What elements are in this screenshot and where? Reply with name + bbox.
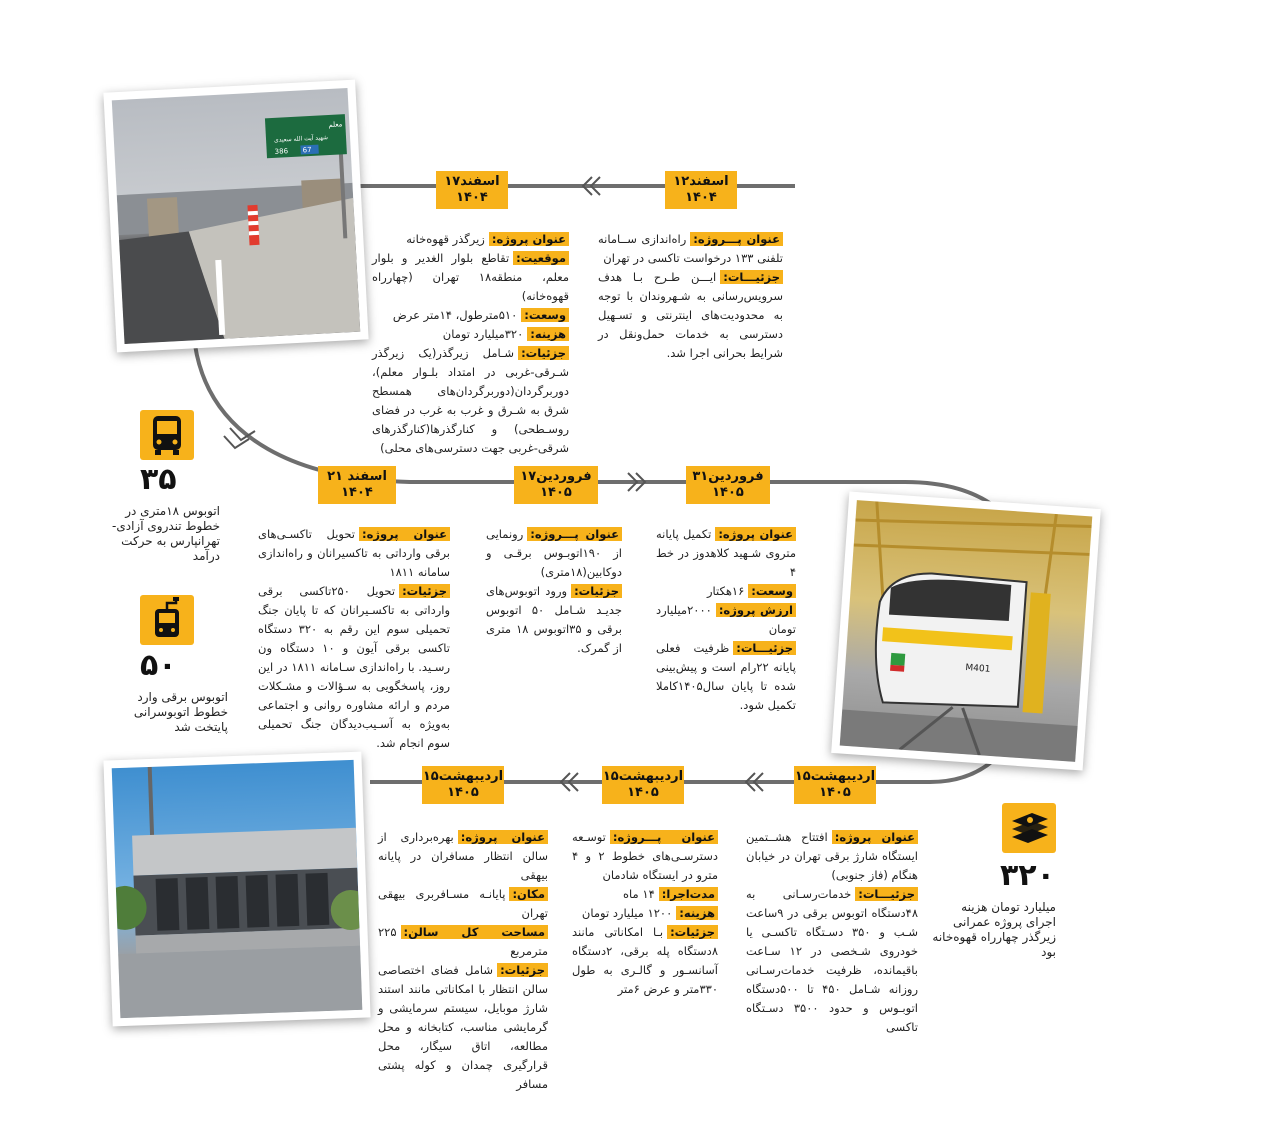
stat-text-electric-buses: اتوبوس برقی وارد خطوط اتوبوسرانی پایتخت شد (133, 690, 228, 734)
event-block-8: عنوان پروژه:بهره‌برداری از سالن انتظار مسافران در پایانه بیهقی مکان:پایانـه مسـافربری بیهقی تهران مساحت کل سالن:۲۲۵ مترمربع جزئیات:شامل فضای اختصاصی سالن انتظار با امکاناتی مانند استند شارژ موبایل، سیستم سرمایشی و گرمایشی مناسب، کتابخانه و محل مطالعه، اتاق سیگار، محل قرارگیری چمدان و کوله پشتی مسافر (378, 830, 548, 1091)
electric-bus-icon (140, 595, 194, 645)
event-block-3: عنوان پروژه:تحویل تاکسـی‌های برقی وارداتی به تاکسیرانان و راه‌اندازی سامانه ۱۸۱۱ جزئیات:تحویل ۲۵۰تاکسی برقی وارداتی به تاکسـیرانان که تا پایان جنگ تحمیلی سوم این رقم به ۳۲۰ دستگاه تاکسی برقی آیون و ۱۰ دستگاه ون رسـید. با راه‌اندازی سـامانه ۱۸۱۱ در این روز، پاسخگویی به سـؤالات و مشـکلات مردم و ارائه مشاوره روانی و اجتماعی به‌ویژه به آسـیب‌دیدگان جنگ تحمیلی سوم انجام شد. (258, 527, 450, 750)
photo-terminal-hall (103, 752, 370, 1027)
svg-text:شهید آیت الله سعیدی: شهید آیت الله سعیدی (273, 134, 329, 144)
stat-number-cost: ۳۲۰ (1000, 858, 1055, 893)
event-block-6: عنوان پروژه:افتتاح هشــتمین ایستگاه شارژ برقی تهران در خیابان هنگام (فاز جنوبی) جزئیـــات:خدمات‌رسـانی به ۴۸دستگاه اتوبوس برقی در ۹ساعت شـب و ۳۵۰ دسـتگاه تاکسـی یا خودروی شـخصی در ۱۲ سـاعت باقیمانده، ظرفیت خدمات‌رسـانی روزانه شـامل ۴۵۰ تا ۵۰۰دستگاه اتوبـوس و حدود ۳۵۰۰ دسـتگاه تاکسی (746, 830, 918, 1034)
terminal-illustration (112, 760, 363, 1018)
date-label-5: ۳۱فروردین ۱۴۰۵ (686, 466, 770, 504)
svg-text:M401: M401 (965, 663, 991, 675)
stat-text-cost: میلیارد تومان هزینه اجرای پروژه عمرانی زیرگذر چهارراه قهوه‌خانه بود (932, 900, 1056, 959)
event-block-7: عنوان پـــروژه:توسـعه دسترسـی‌های خطوط ۲ و ۴ مترو در ایستگاه شادمان مدت‌اجرا:۱۴ ماه هزینه:۱۲۰۰ میلیارد تومان جزئیات:بـا امکاناتی مانند ۸دستگاه پله برقی، ۲دستگاه آسانسـور و گالـری به طول ۳۳۰متر و عرض ۶متر (572, 830, 718, 996)
date-label-1: ۱۲اسفند ۱۴۰۴ (665, 171, 737, 209)
stat-number-buses: ۳۵ (140, 462, 177, 497)
bus-icon (140, 410, 194, 460)
event-block-4: عنوان پـــروژه:رونمایی از ۱۹۰اتوبـوس برقـی و دوکابین(۱۸متری) جزئیات:ورود اتوبوس‌های جدیـد شـامل ۵۰ اتوبوس برقی و ۳۵اتوبوس ۱۸ متری از گمرک. (486, 527, 622, 655)
photo-underpass (103, 80, 368, 353)
date-label-2: ۱۷اسفند ۱۴۰۴ (436, 171, 508, 209)
date-label-3: ۲۱ اسفند ۱۴۰۴ (318, 466, 396, 504)
svg-text:67: 67 (302, 145, 312, 155)
photo-metro-train (831, 492, 1101, 771)
stat-number-electric-buses: ۵۰ (140, 648, 177, 683)
date-label-4: ۱۷فروردین ۱۴۰۵ (514, 466, 598, 504)
stat-text-buses: اتوبوس ۱۸متری در خطوط تندروی آزادی- تهرانپارس به حرکت درآمد (112, 504, 220, 563)
train-illustration (840, 500, 1093, 762)
underpass-illustration (112, 88, 360, 344)
event-block-2: عنوان پروژه:زیرگذر قهوه‌خانه موقعیت:تقاطع بلوار الغدیر و بلوار معلم، منطقه۱۸ تهران (چهارراه قهوه‌خانه) وسعت:۵۱۰مترطول، ۱۴متر عرض هزینه:۳۲۰میلیارد تومان جزئیات:شـامل زیرگذر(یک زیرگذر شـرقی-غربی در امتداد بلـوار معلم)، دوربرگردان(دوربرگردان‌های همسطح شرق به شـرق و غرب به غرب در فضای روسـطحی) و کنارگذرها(کنارگذرهای شرقی-غربی جهت دسترسی‌های محلی) (372, 232, 569, 455)
svg-text:معلم: معلم (328, 120, 343, 130)
event-block-1: عنوان پـــروژه:راه‌اندازی ســامانه تلفنی ۱۳۳ درخواست تاکسی در تهران جزئیـــات:ایـــن طـرح بـا هدف سرویس‌رسانی به شـهروندان با توجه به محدودیت‌های اینترنتی و تسـهیل دسترسی به خدمات حمل‌ونقل در شرایط بحرانی اجرا شد. (598, 232, 783, 360)
event-block-5: عنوان پروژه:تکمیل پایانه متروی شـهید کلاهدوز در خط ۴ وسعت:۱۶هکتار ارزش پروژه:۲۰۰۰میلیارد تومان جزئیـــات:ظرفیت فعلی پایانه ۲۲رام است و پیش‌بینی شده تا پایان سال۱۴۰۵کاملا تکمیل شود. (656, 527, 796, 712)
date-label-7: ۱۵اردیبهشت ۱۴۰۵ (602, 766, 684, 804)
svg-text:386: 386 (274, 147, 289, 156)
date-label-8: ۱۵اردیبهشت ۱۴۰۵ (422, 766, 504, 804)
date-label-6: ۱۵اردیبهشت ۱۴۰۵ (794, 766, 876, 804)
money-stack-icon (1002, 803, 1056, 853)
